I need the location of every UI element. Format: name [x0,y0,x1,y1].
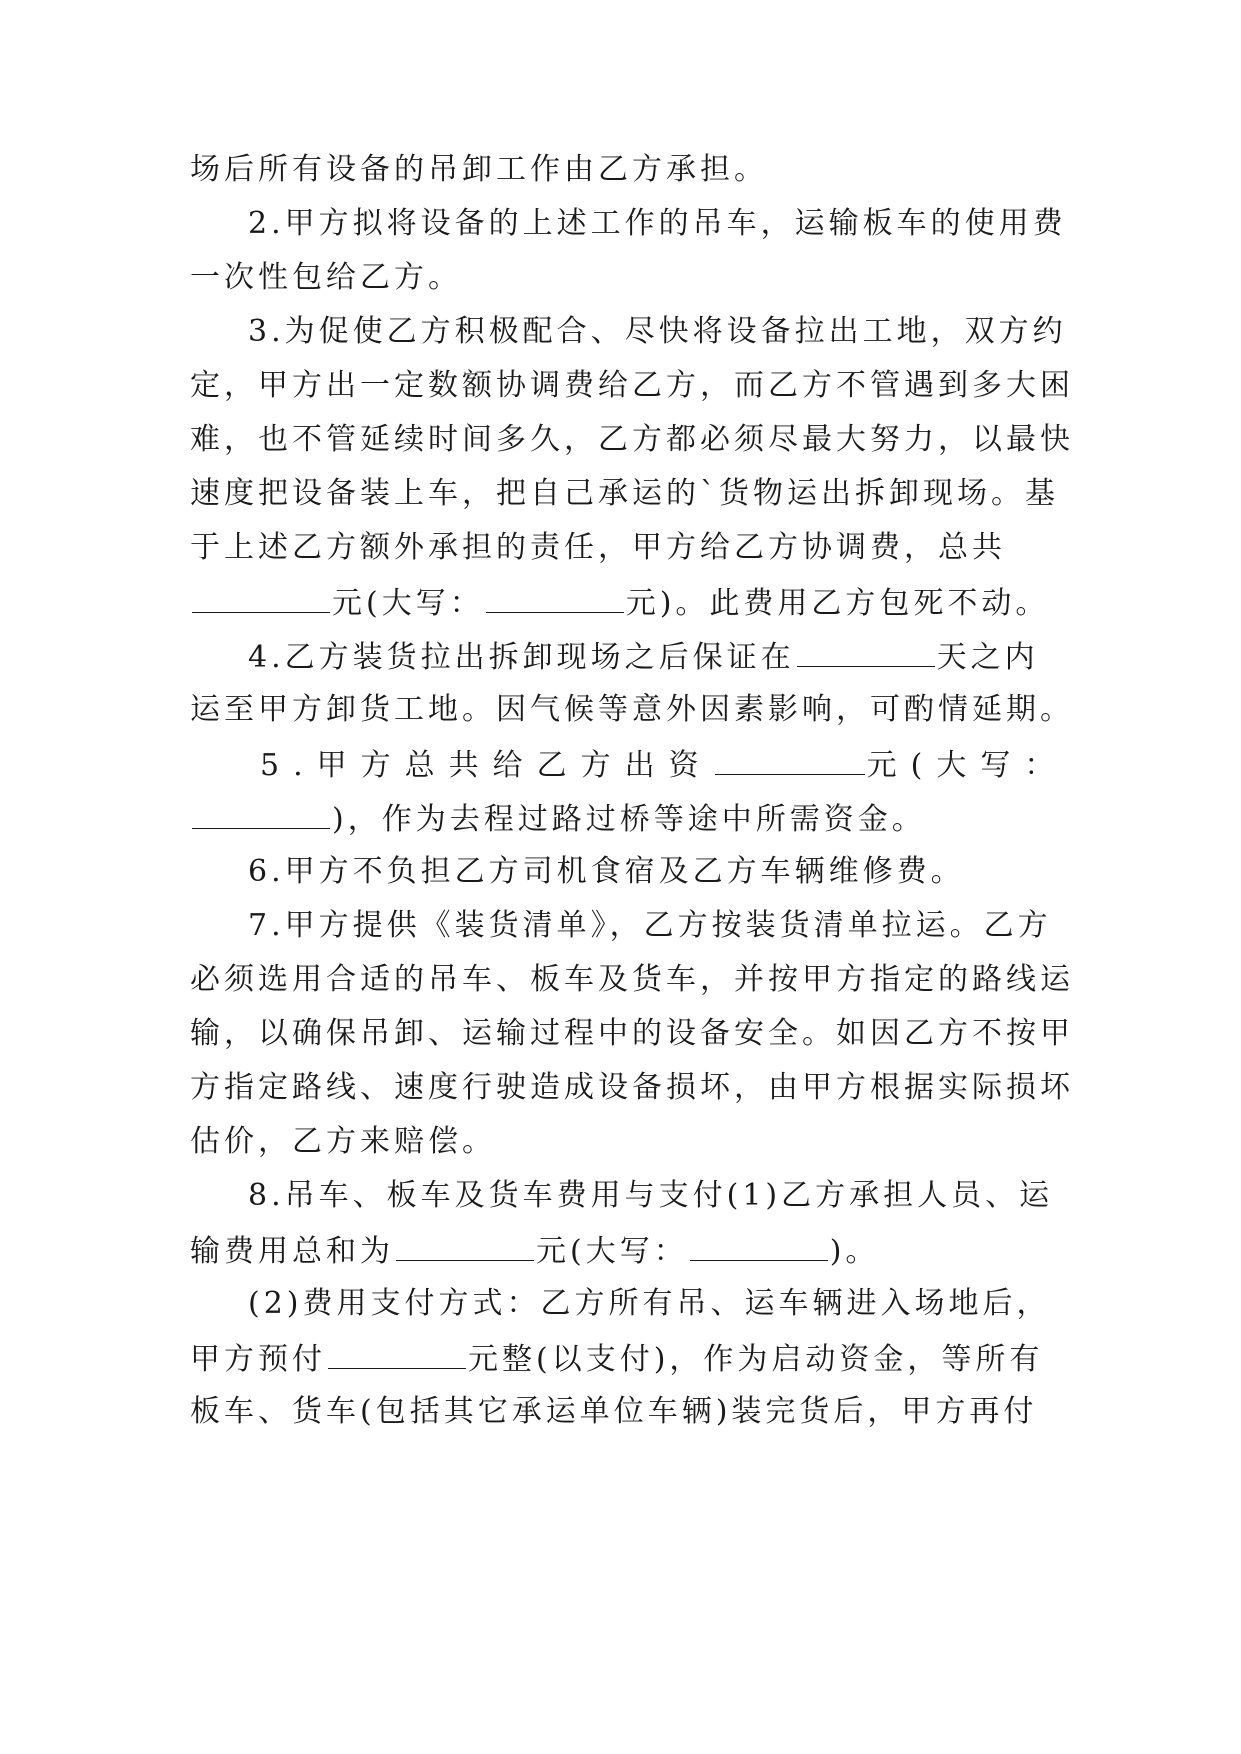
paragraph-4-line-1: 4.乙方装货拉出拆卸现场之后保证在 天之内 [248,636,1039,676]
paragraph-8-line-1: 8.吊车、板车及货车费用与支付(1)乙方承担人员、运 [248,1178,1054,1213]
text-line: 输，以确保吊卸、运输过程中的设备安全。如因乙方不按甲 [190,1016,1074,1051]
fill-blank[interactable] [328,1338,466,1369]
text-line: 必须选用合适的吊车、板车及货车，并按甲方指定的路线运 [190,962,1074,997]
fill-blank[interactable] [486,582,624,613]
text-line-with-blanks: 输费用总和为 元(大写： )。 [190,1230,879,1270]
text-line: 定，甲方出一定数额协调费给乙方，而乙方不管遇到多大困 [190,368,1074,403]
text-line: 一次性包给乙方。 [190,260,462,295]
text-line-with-blanks: 甲方预付 元整(以支付)，作为启动资金，等所有 [190,1338,1043,1378]
paragraph-6: 6.甲方不负担乙方司机食宿及乙方车辆维修费。 [248,854,965,889]
text-line: 板车、货车(包括其它承运单位车辆)装完货后，甲方再付 [190,1394,1038,1429]
text-line: 场后所有设备的吊卸工作由乙方承担。 [190,152,768,187]
fill-blank[interactable] [396,1230,534,1261]
text-line: 速度把设备装上车，把自己承运的`货物运出拆卸现场。基 [190,476,1059,511]
paragraph-3-line-1: 3.为促使乙方积极配合、尽快将设备拉出工地，双方约 [248,314,1067,349]
text-line-with-blanks: )，作为去程过路过桥等途中所需资金。 [190,798,926,838]
paragraph-2-line-1: 2.甲方拟将设备的上述工作的吊车，运输板车的使用费 [248,206,1067,241]
text-line: 难，也不管延续时间多久，乙方都必须尽最大努力，以最快 [190,422,1074,457]
text-line: 运至甲方卸货工地。因气候等意外因素影响，可酌情延期。 [190,692,1074,727]
text-line: 方指定路线、速度行驶造成设备损坏，由甲方根据实际损坏 [190,1070,1074,1105]
fill-blank[interactable] [192,798,330,829]
text-line: 估价，乙方来赔偿。 [190,1124,496,1159]
fill-blank[interactable] [690,1230,828,1261]
paragraph-8-2-line-1: (2)费用支付方式：乙方所有吊、运车辆进入场地后， [248,1286,1051,1321]
fill-blank[interactable] [715,744,865,775]
fill-blank[interactable] [797,636,935,667]
text-line-with-blanks: 元(大写： 元)。此费用乙方包死不动。 [190,582,1049,622]
paragraph-7-line-1: 7.甲方提供《装货清单》，乙方按装货清单拉运。乙方 [248,908,1052,943]
fill-blank[interactable] [192,582,330,613]
paragraph-5-line-1: 5.甲方总共给乙方出资 元(大写： [260,744,1068,784]
text-line: 于上述乙方额外承担的责任，甲方给乙方协调费，总共 [190,530,1006,565]
